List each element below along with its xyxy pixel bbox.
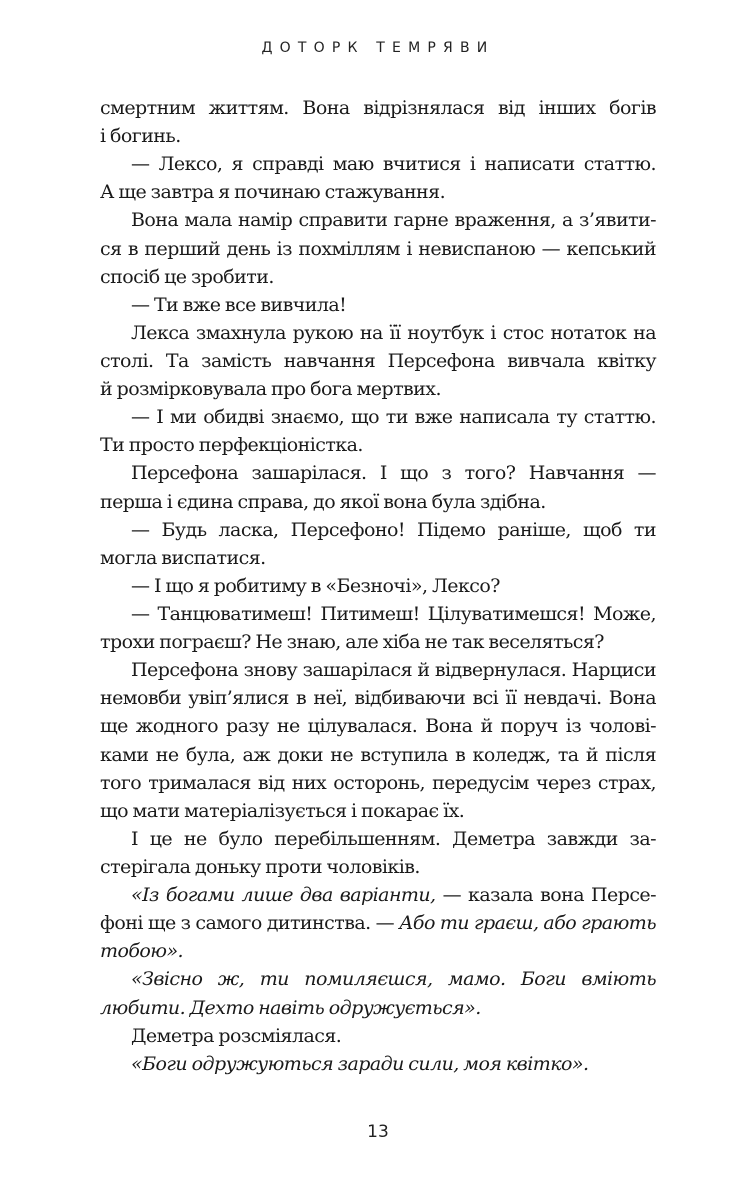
text-line: ще жодного разу не цілувалася. Вона й поруч із чолові- xyxy=(100,715,656,738)
text-line xyxy=(100,881,656,909)
text-line: ся в перший день із похміллям і невиспаною — кепський xyxy=(100,237,656,260)
narration: — казала вона Персе- xyxy=(435,884,656,907)
text-line: А ще завтра я починаю стажування. xyxy=(100,181,446,204)
text-line: — Лексо, я справді маю вчитися і написати статтю. xyxy=(131,153,656,176)
text-line: трохи пограєш? Не знаю, але хіба не так веселяться? xyxy=(100,631,604,654)
body-text xyxy=(100,94,656,1078)
text-line xyxy=(100,909,656,937)
italic-quote: Або ти граєш, або грають xyxy=(399,912,657,935)
text-line: того трималася від них осторонь, передусім через страх, xyxy=(100,771,656,794)
text-line: і богинь. xyxy=(100,125,181,148)
text-line: Персефона знову зашарілася й відвернулася. Нарциси xyxy=(131,659,656,682)
text-line: столі. Та замість навчання Персефона вивчала квітку xyxy=(100,349,656,372)
text-line: ками не була, аж доки не вступила в коледж, та й після xyxy=(100,743,656,766)
text-line: І це не було перебільшенням. Деметра завжди за- xyxy=(131,827,656,850)
text-line: стерігала доньку проти чоловіків. xyxy=(100,855,420,878)
text-line: — Танцюватимеш! Питимеш! Цілуватимешся! Може, xyxy=(131,602,656,625)
text-line: спосіб це зробити. xyxy=(100,265,274,288)
text-line: немовби увіп’ялися в неї, відбиваючи всі її невдачі. Вона xyxy=(100,687,656,710)
running-head: ДОТОРК ТЕМРЯВИ xyxy=(261,40,495,56)
text-line: могла виспатися. xyxy=(100,546,266,569)
italic-quote: «Із богами лише два варіанти, xyxy=(131,884,436,907)
text-line: — І що я робитиму в «Безночі», Лексо? xyxy=(131,574,500,597)
text-line: Деметра розсміялася. xyxy=(131,1024,342,1047)
text-line: що мати матеріалізується і покарає їх. xyxy=(100,799,465,822)
text-line: перша і єдина справа, до якої вона була здібна. xyxy=(100,490,546,513)
text-line: — І ми обидві знаємо, що ти вже написала ту статтю. xyxy=(131,406,656,429)
text-line: тобою». xyxy=(100,940,184,963)
text-line: Ти просто перфекціоністка. xyxy=(100,434,363,457)
text-line: й розмірковувала про бога мертвих. xyxy=(100,378,441,401)
text-line: Лекса змахнула рукою на її ноутбук і стос нотаток на xyxy=(131,321,656,344)
text-line: — Ти вже все вивчила! xyxy=(131,293,347,316)
text-line: — Будь ласка, Персефоно! Підемо раніше, щоб ти xyxy=(131,518,656,541)
page-number: 13 xyxy=(367,1122,389,1142)
text-line: Персефона зашарілася. І що з того? Навчання — xyxy=(131,462,656,485)
text-line: «Боги одружуються заради сили, моя квітко». xyxy=(131,1052,589,1075)
text-line: смертним життям. Вона відрізнялася від інших богів xyxy=(100,97,656,119)
text-line: «Звісно ж, ти помиляєшся, мамо. Боги вміють xyxy=(131,968,656,991)
narration: фоні ще з самого дитинства. — xyxy=(100,912,400,935)
text-line: Вона мала намір справити гарне враження, а з’явити- xyxy=(131,209,656,232)
text-line: любити. Дехто навіть одружується». xyxy=(100,996,481,1019)
